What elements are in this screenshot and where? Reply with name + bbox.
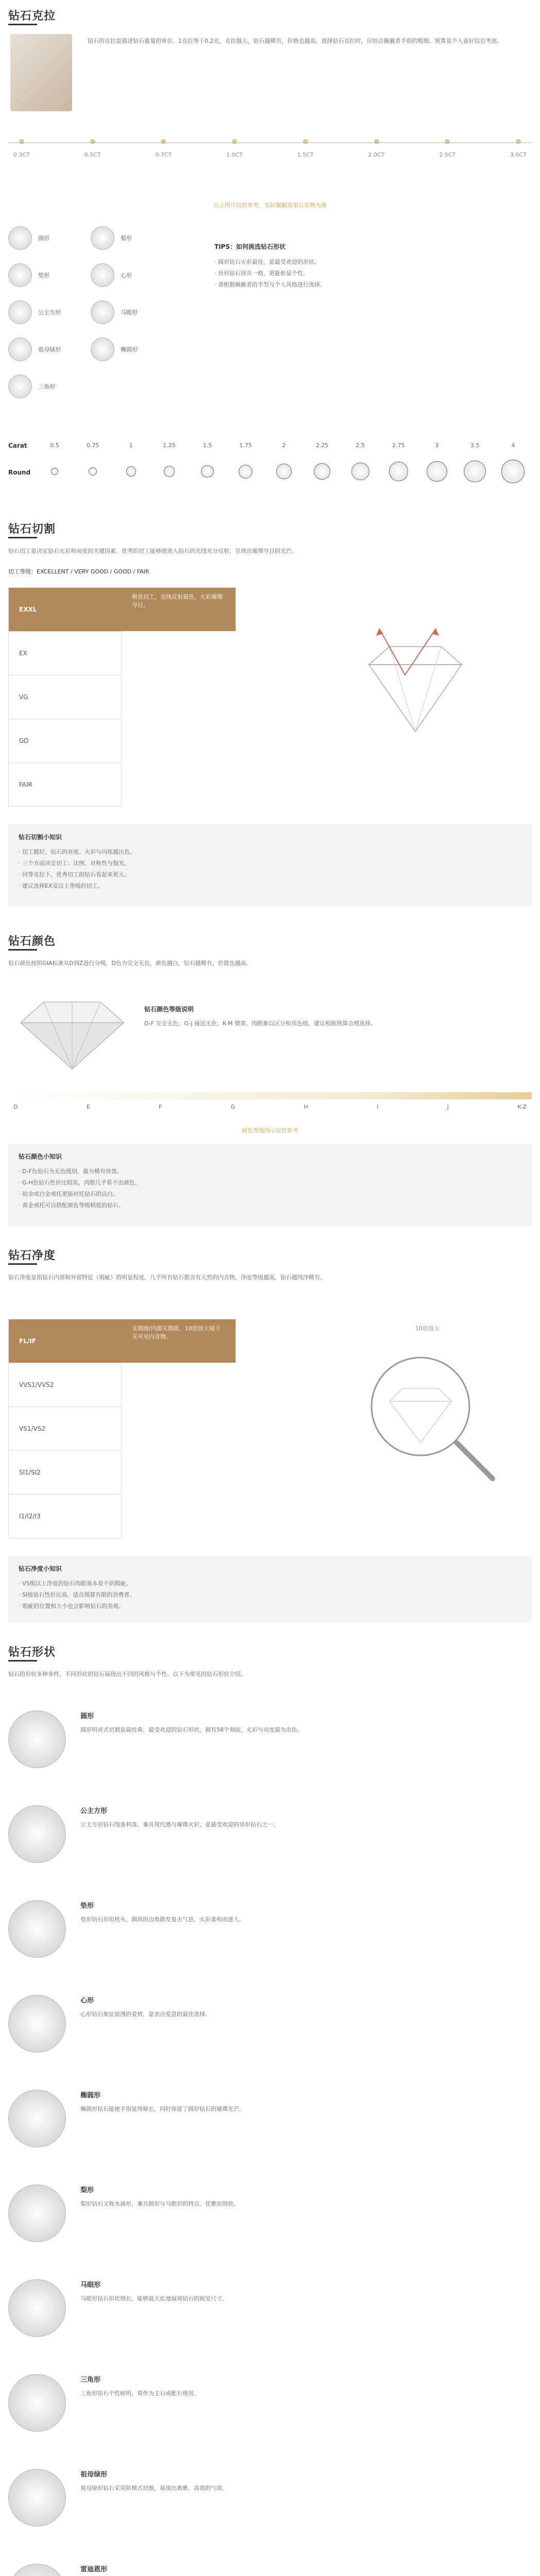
shape-tile (8, 222, 86, 255)
round-icon (201, 465, 213, 478)
carat-value: 1.25 (163, 442, 176, 449)
carat-scale-item (368, 137, 385, 158)
color-scale-label: I (377, 1104, 379, 1110)
shape-tile (91, 259, 168, 292)
round-icon-wrap (421, 459, 452, 484)
round-icons (39, 459, 529, 484)
color-scale-label: E (86, 1104, 90, 1110)
round-icon (427, 461, 447, 482)
clarity-grade-row: VVS1/VVS2 (8, 1363, 122, 1406)
shape-icon (91, 337, 114, 361)
shape-tile (91, 296, 168, 329)
color-desc-text: D-F 完全无色；G-J 接近无色；K-M 微黄。肉眼难以区分相邻色级，建议根据预算合理选择。 (144, 1020, 377, 1027)
title-underline (8, 1263, 37, 1265)
shape-title: 钻石形状 (8, 1646, 56, 1659)
shape-label: 梨形 (121, 235, 132, 242)
carat-scale (8, 122, 532, 189)
round-icon-wrap (460, 459, 491, 484)
round-icon-wrap (77, 459, 108, 484)
color-title: 钻石颜色 (8, 935, 56, 948)
shape-item-name: 椭圆形 (80, 2092, 101, 2099)
clarity-tip: · VS级以上净度的钻石肉眼基本看不到瑕疵。 (19, 1580, 132, 1587)
shape-item-desc: 三角形钻石个性鲜明，常作为主石或配石使用。 (80, 2390, 199, 2397)
round-icon (314, 463, 330, 480)
shape-item-image (8, 2184, 66, 2242)
round-icon-wrap (383, 459, 414, 484)
shape-grid (8, 222, 532, 417)
carat-value: 4 (511, 442, 515, 449)
color-intro: 钻石颜色按照GIA标准从D到Z进行分级，D色为完全无色，颜色越白，钻石越稀有，价值也越高。 (8, 960, 252, 967)
shape-tips (214, 242, 524, 291)
carat-value: 2.25 (315, 442, 329, 449)
title-underline (8, 24, 37, 25)
shape-label: 马眼形 (121, 309, 138, 316)
carat-scale-item (439, 137, 455, 158)
carat-dot (445, 139, 450, 144)
shape-item-name: 三角形 (80, 2376, 101, 2384)
carat-dot (516, 139, 521, 144)
shape-icon (8, 337, 32, 361)
shape-item (8, 1890, 532, 1977)
shape-label: 心形 (121, 272, 132, 279)
carat-value: 0.5 (50, 442, 59, 449)
round-icon-wrap (39, 459, 70, 484)
shape-icon (8, 263, 32, 287)
clarity-grade-row: VS1/VS2 (8, 1406, 122, 1450)
color-scale-labels (13, 1104, 527, 1110)
carat-note: 以上图片仅供参考，实际佩戴效果以实物为准 (213, 202, 327, 209)
shape-item (8, 2459, 532, 2546)
round-icon-wrap (268, 459, 299, 484)
shape-item (8, 2553, 532, 2576)
shape-item-image (8, 2279, 66, 2337)
round-icon (126, 466, 136, 476)
carat-scale-label: 1.5CT (297, 151, 314, 158)
carat-value: 1.5 (202, 442, 212, 449)
cut-grade-row: FAIR (8, 762, 122, 807)
color-tips-title: 钻石颜色小知识 (19, 1153, 62, 1160)
round-icon (501, 460, 525, 483)
shape-icon (8, 375, 32, 398)
carat-values (39, 442, 529, 449)
shape-item-desc: 垫形钻石形似枕头，圆润的边角散发复古气息，火彩柔和而迷人。 (80, 1916, 245, 1923)
shape-tip: · 异形钻石别具一格，更能彰显个性。 (214, 270, 309, 277)
cut-title: 钻石切割 (8, 523, 56, 536)
color-scale-label: D (13, 1104, 18, 1110)
carat-value: 3.5 (470, 442, 480, 449)
round-icon (89, 467, 97, 476)
round-icon-wrap (345, 459, 376, 484)
carat-dot (161, 139, 166, 144)
carat-scale-label: 2.0CT (368, 151, 385, 158)
shape-item-desc: 圆形明亮式切割是最经典、最受欢迎的钻石形状，拥有58个刻面，火彩与亮度最为出色。 (80, 1726, 303, 1733)
round-icon (164, 466, 175, 477)
carat-intro: 钻石的克拉是描述钻石重量的单位。1克拉等于0.2克，克拉越大，钻石越稀有，价格也越高。选择钻石克拉时，应结合佩戴者手指的粗细、预算及个人喜好综合考虑。 (88, 38, 503, 44)
shape-item (8, 2079, 532, 2167)
cut-grade-row: EXXL (8, 587, 236, 631)
round-icon-wrap (498, 459, 529, 484)
round-icon-wrap (154, 459, 184, 484)
clarity-active-desc: 无瑕级/内部无瑕级，10倍放大镜下无可见内含物。 (132, 1325, 221, 1340)
clarity-grade-row: SI1/SI2 (8, 1450, 122, 1494)
color-gradient-bar (8, 1092, 532, 1099)
color-scale (8, 1087, 532, 1118)
carat-value: 1 (129, 442, 133, 449)
cut-tip: · 建议选择EX及以上等级的切工。 (19, 883, 104, 889)
carat-value: 2.75 (392, 442, 405, 449)
carat-scale-label: 2.5CT (439, 151, 456, 158)
shape-item-image (8, 1900, 66, 1958)
carat-compare (8, 438, 532, 495)
shape-item-name: 公主方形 (80, 1807, 108, 1815)
shape-item (8, 2269, 532, 2357)
shape-item (8, 1795, 532, 1883)
clarity-intro: 钻石净度是指钻石内部和外部特征（瑕疵）的明显程度。几乎所有钻石都含有天然的内含物，净度等级越高，钻石越纯净稀有。 (8, 1274, 326, 1281)
color-desc-title: 钻石颜色等级说明 (144, 1006, 194, 1013)
carat-scale-item (155, 137, 172, 158)
shape-item (8, 1700, 532, 1788)
round-icon (464, 461, 486, 483)
shape-item-name: 马眼形 (80, 2281, 101, 2289)
color-scale-label: J (447, 1104, 449, 1110)
color-tips-list (19, 1166, 513, 1212)
color-scale-label: H (303, 1104, 308, 1110)
carat-dot (303, 139, 308, 144)
color-tip: · G-H色钻石性价比较高，肉眼几乎看不出颜色。 (19, 1179, 141, 1186)
clarity-grade-row: FL/IF (8, 1319, 236, 1363)
shape-item (8, 2364, 532, 2451)
shape-label: 公主方形 (38, 309, 61, 316)
shape-item-image (8, 1995, 66, 2053)
color-note: 颜色等级图示仅供参考 (242, 1127, 298, 1134)
color-tips-box (8, 1144, 532, 1226)
shape-tip: · 圆形钻石火彩最佳，是最受欢迎的形状。 (214, 259, 320, 265)
carat-scale-label: 0.5CT (84, 151, 101, 158)
carat-scale-item (510, 137, 527, 158)
shape-item-desc: 梨形钻石又称水滴形，兼具圆形与马眼形的特点，优雅而别致。 (80, 2200, 239, 2207)
round-icon (239, 465, 252, 479)
shape-item-image (8, 2374, 66, 2432)
shape-label: 垫形 (38, 272, 49, 279)
carat-dot (374, 139, 379, 144)
shape-label: 椭圆形 (121, 346, 138, 353)
shape-tile (8, 259, 86, 292)
carat-title: 钻石克拉 (8, 10, 56, 23)
color-desc (144, 1005, 515, 1029)
shape-list (8, 1700, 532, 2576)
cut-grades-title: 切工等级：EXCELLENT / VERY GOOD / GOOD / FAIR (8, 568, 149, 575)
shape-tile (8, 370, 86, 403)
shape-icon (91, 300, 114, 324)
cut-tip: · 切工越好，钻石的亮度、火彩与闪烁越出色。 (19, 849, 136, 855)
color-scale-label: F (159, 1104, 162, 1110)
carat-dot (90, 139, 95, 144)
shape-item-image (8, 2564, 66, 2576)
cut-active-desc: 极优切工，光线反射最佳，火彩璀璨夺目。 (132, 594, 223, 608)
cut-grade-row: GD (8, 719, 122, 762)
title-underline (8, 949, 37, 951)
clarity-table (8, 1319, 532, 1546)
shape-item-name: 祖母绿形 (80, 2471, 108, 2479)
magnifier-label: 10倍放大 (415, 1325, 440, 1332)
clarity-tips-list (19, 1579, 513, 1613)
shape-item-name: 垫形 (80, 1902, 94, 1910)
shape-item-image (8, 1805, 66, 1863)
shape-item-name: 雷迪恩形 (80, 2566, 108, 2573)
carat-scale-item (226, 137, 243, 158)
cut-tip: · 同等克拉下，优秀切工的钻石看起来更大。 (19, 871, 130, 878)
shape-label: 祖母绿形 (38, 346, 61, 353)
carat-dot (19, 139, 24, 144)
cut-tips-title: 钻石切割小知识 (19, 834, 62, 841)
clarity-tips-box (8, 1556, 532, 1623)
shape-item-name: 圆形 (80, 1713, 94, 1720)
clarity-tip: · SI级钻石性价比高，适合预算有限的消费者。 (19, 1591, 136, 1598)
carat-scale-item (297, 137, 314, 158)
carat-scale-label: 3.0CT (510, 151, 527, 158)
round-row-label: Round (8, 469, 31, 476)
shape-item-image (8, 1710, 66, 1768)
round-icon-wrap (192, 459, 223, 484)
cut-grade-row: EX (8, 631, 122, 675)
shape-item-image (8, 2469, 66, 2527)
title-underline (8, 537, 37, 538)
cut-grade-row: VG (8, 675, 122, 719)
shape-item-desc: 马眼形钻石形状细长，能够最大化地展现钻石的视觉尺寸。 (80, 2295, 228, 2302)
round-icon-wrap (307, 459, 338, 484)
shape-item (8, 2174, 532, 2262)
round-icon (51, 468, 58, 475)
shape-tips-list (214, 257, 524, 290)
carat-value: 2.5 (356, 442, 365, 449)
shape-tile (8, 333, 86, 366)
shape-item-name: 梨形 (80, 2187, 94, 2194)
shape-item-name: 心形 (80, 1997, 94, 2005)
carat-scale-label: 0.3CT (13, 151, 30, 158)
shape-item-desc: 心形钻石象征浪漫的爱情，是表达爱意的最佳选择。 (80, 2011, 211, 2018)
shape-tips-title: TIPS：如何挑选钻石形状 (214, 243, 286, 250)
carat-row-label: Carat (8, 442, 27, 449)
shape-label: 三角形 (38, 383, 55, 390)
shape-icon (91, 263, 114, 287)
cut-grade-list (8, 587, 122, 807)
round-icon (351, 463, 369, 481)
clarity-tip: · 瑕疵的位置和大小也会影响钻石的美观。 (19, 1603, 124, 1609)
cut-table (8, 587, 532, 814)
title-underline (8, 1660, 37, 1662)
carat-value: 3 (435, 442, 439, 449)
carat-value: 2 (282, 442, 286, 449)
clarity-title: 钻石净度 (8, 1249, 56, 1262)
carat-value: 0.75 (86, 442, 99, 449)
color-tip: · 黄金戒托可以搭配颜色等级稍低的钻石。 (19, 1202, 124, 1209)
magnifier-diagram (348, 1334, 503, 1489)
shape-tile (91, 222, 168, 255)
cut-diagram (348, 618, 482, 742)
clarity-grade-list (8, 1319, 122, 1538)
hand-photo (10, 34, 72, 111)
cut-tips-list (19, 847, 513, 892)
shape-item-desc: 椭圆形钻石能使手指显得修长，同时保留了圆形钻石的璀璨光芒。 (80, 2106, 245, 2112)
cut-tip: · 三个方面决定切工：比例、对称性与抛光。 (19, 860, 130, 867)
shape-label: 圆形 (38, 235, 49, 242)
shape-intro: 钻石的形状多种多样，不同形状的钻石展现出不同的风格与个性。以下为常见的钻石形状介绍。 (8, 1671, 246, 1677)
shape-item-desc: 祖母绿形钻石采用阶梯式切割，展现出典雅、高贵的气质。 (80, 2485, 228, 2492)
shape-item (8, 1985, 532, 2072)
color-tip: · D-F色钻石为无色级别，最为稀有珍贵。 (19, 1168, 123, 1175)
clarity-tips-title: 钻石净度小知识 (19, 1565, 62, 1572)
shape-item-desc: 公主方形钻石线条利落，兼具现代感与璀璨火彩，是最受欢迎的异形钻石之一。 (80, 1821, 279, 1828)
round-icon (276, 464, 292, 479)
carat-scale-label: 1.0CT (226, 151, 243, 158)
carat-scale-item (13, 137, 30, 158)
shape-icon (8, 226, 32, 250)
color-scale-label: K-Z (517, 1104, 527, 1110)
round-icon-wrap (230, 459, 261, 484)
clarity-grade-row: I1/I2/I3 (8, 1494, 122, 1538)
round-icon (389, 462, 408, 481)
shape-tile (8, 296, 86, 329)
shape-icon (8, 300, 32, 324)
carat-value: 1.75 (239, 442, 252, 449)
shape-tile (91, 333, 168, 366)
round-icon-wrap (115, 459, 146, 484)
diamond-image (10, 994, 134, 1072)
shape-tip: · 请根据佩戴者的手型与个人风格进行选择。 (214, 281, 326, 288)
color-tip: · 铂金或白金戒托更能衬托钻石的洁白。 (19, 1191, 119, 1197)
scale-labels (13, 137, 527, 158)
carat-dot (232, 139, 237, 144)
cut-intro: 钻石切工是决定钻石火彩和亮度的关键因素。优秀的切工能够使进入钻石的光线充分反射，呈现出璀璨夺目的光芒。 (8, 548, 297, 554)
carat-scale-item (85, 137, 101, 158)
shape-item-image (8, 2090, 66, 2147)
carat-scale-label: 0.7CT (155, 151, 172, 158)
color-scale-label: G (230, 1104, 235, 1110)
shape-icon (91, 226, 114, 250)
cut-tips-box (8, 824, 532, 907)
